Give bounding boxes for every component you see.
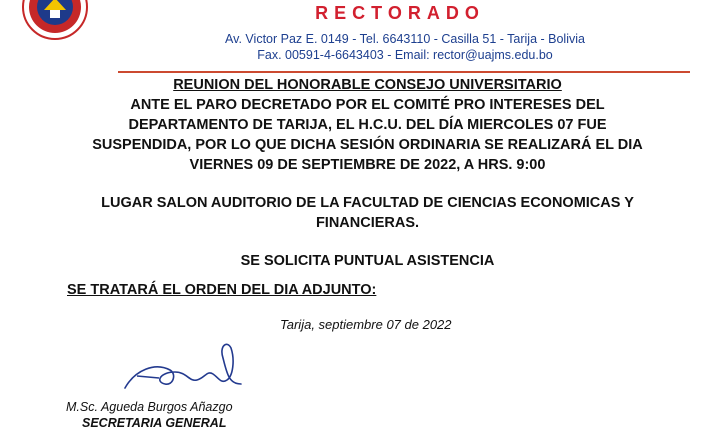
- address-line: Av. Victor Paz E. 0149 - Tel. 6643110 - Casilla 51 - Tarija - Bolivia: [225, 32, 585, 46]
- location-line: FINANCIERAS.: [315, 215, 420, 231]
- signer-role: SECRETARIA GENERAL: [82, 416, 227, 430]
- location-paragraph: [40, 193, 695, 233]
- office-name: RECTORADO: [315, 3, 485, 23]
- handwritten-signature: [115, 340, 255, 402]
- document-date: Tarija, septiembre 07 de 2022: [280, 317, 452, 332]
- agenda-text: SE TRATARÁ EL ORDEN DEL DIA ADJUNTO:: [67, 282, 377, 298]
- notice-line: DEPARTAMENTO DE TARIJA, EL H.C.U. DEL DÍA MIERCOLES 07 FUE: [128, 117, 607, 133]
- signer-block: [66, 399, 233, 431]
- notice-line: VIERNES 09 DE SEPTIEMBRE DE 2022, A HRS. 9:00: [189, 157, 546, 173]
- notice-body: [40, 75, 695, 271]
- attendance-text: SE SOLICITA PUNTUAL ASISTENCIA: [240, 253, 495, 269]
- attendance-paragraph: [40, 251, 695, 271]
- notice-heading: REUNION DEL HONORABLE CONSEJO UNIVERSITARIO: [173, 77, 562, 93]
- fax-email-line: Fax. 00591-4-6643403 - Email: rector@uajms.edu.bo: [257, 48, 553, 62]
- signer-name: M.Sc. Agueda Burgos Añazgo: [66, 400, 233, 414]
- location-line: LUGAR SALON AUDITORIO DE LA FACULTAD DE CIENCIAS ECONOMICAS Y: [101, 195, 634, 211]
- university-seal-logo: [22, 0, 88, 40]
- notice-line: SUSPENDIDA, POR LO QUE DICHA SESIÓN ORDINARIA SE REALIZARÁ EL DIA: [92, 137, 643, 153]
- notice-line: ANTE EL PARO DECRETADO POR EL COMITÉ PRO INTERESES DEL: [130, 97, 605, 113]
- contact-info: [155, 31, 655, 63]
- header-divider: [118, 71, 690, 73]
- notice-paragraph: [40, 75, 695, 175]
